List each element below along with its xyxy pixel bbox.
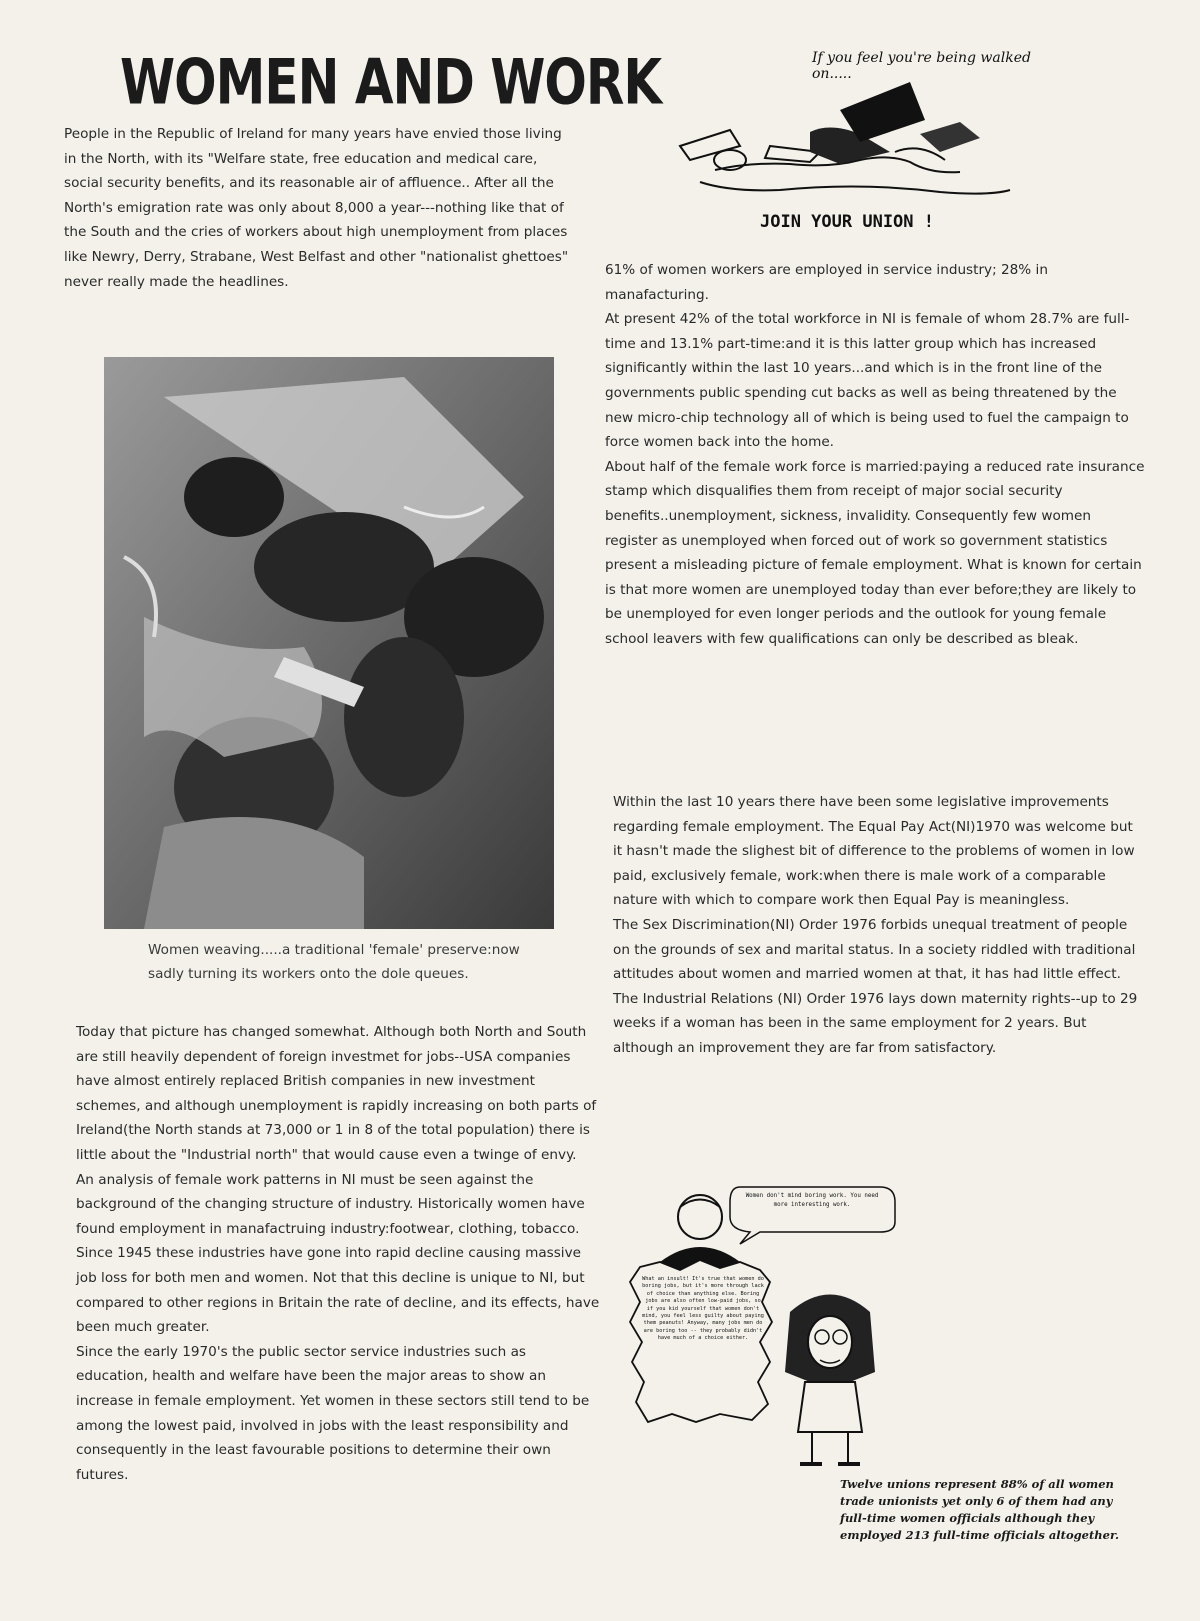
right-column-paragraphs-2 xyxy=(613,790,1143,1061)
man-speech-bubble: Women don't mind boring work. You need more interesting work. xyxy=(745,1193,879,1208)
left-paragraph-1: Today that picture has changed somewhat. Although both North and South are still heavily dependent of foreign investmet for jobs--USA companies have almost entirely replaced British companies in new investment schemes, and although unemployment is rapidly increasing on both parts of Ireland(the North stands at 73,000 or 1 in 8 of the total population) there is little about the "Industrial north" that would cause even a twinge of envy. xyxy=(76,1024,597,1163)
left-paragraph-3: Since the early 1970's the public sector service industries such as education, health and welfare have been the major areas to show an increase in female employment. Yet women in these sectors still tend to be among the lowest paid, involved in jobs with the least responsibility and consequently in the least favourable positions to determine their own futures. xyxy=(76,1343,590,1483)
women-weaving-photo xyxy=(104,357,554,929)
left-paragraph-2: An analysis of female work patterns in NI must be seen against the background of the changing structure of industry. Historically women have found employment in manafactruing industry:footwear, clothing, tobacco. Since 1945 these industries have gone into rapid decline causing massive job loss for both men and women. Not that this decline is unique to NI, but compared to other regions in Britain the rate of decline, and its effects, have been much greater. xyxy=(76,1171,600,1336)
right-paragraph-5: The Sex Discrimination(NI) Order 1976 forbids unequal treatment of people on the grounds of sex and marital status. In a society riddled with traditional attitudes about women and married women at that, it has had little effect. The Industrial Relations (NI) Order 1976 lays down maternity rights--up to 29 weeks if a woman has been in the same employment for 2 years. But although an improvement they are far from satisfactory. xyxy=(613,916,1138,1056)
union-cartoon-illustration xyxy=(660,42,1050,212)
left-column-paragraphs xyxy=(76,1020,600,1487)
cartoon-top-headline: If you feel you're being walked on..... xyxy=(812,50,1031,82)
cartoon-top-caption: JOIN YOUR UNION ! xyxy=(760,212,934,232)
right-column-paragraphs xyxy=(605,258,1145,652)
right-paragraph-4: Within the last 10 years there have been some legislative improvements regarding female employment. The Equal Pay Act(NI)1970 was welcome but it hasn't made the slighest bit of difference to the problems of women in low paid, exclusively female, work:when there is male work of a comparable nature with which to compare work then Equal Pay is meaningless. xyxy=(613,794,1135,909)
right-paragraph-2: At present 42% of the total workforce in NI is female of whom 28.7% are full-time and 13.1% part-time:and it is this latter group which has increased significantly within the last 10 years...and which is in the front line of the governments public spending cut backs as well as being threatened by the new micro-chip technology all of which is being used to fuel the campaign to force women back into the home. xyxy=(605,311,1130,451)
intro-text: People in the Republic of Ireland for many years have envied those living in the North, with its "Welfare state, free education and medical care, social security benefits, and its reasonable air of affluence.. After all the North's emigration rate was only about 8,000 a year---nothing like that of the South and the cries of workers about high unemployment from places like Newry, Derry, Strabane, West Belfast and other "nationalist ghettoes" never really made the headlines. xyxy=(64,126,569,290)
woman-speech-bubble: What an insult! It's true that women do boring jobs, but it's more through lack of choice than anything else. Boring jobs are also often low-paid jobs, so if you kid yourself that women don't mind, you feel less guilty about paying them peanuts! Anyway, many jobs men do are boring too -- they probably didn't have much of a choice either. xyxy=(642,1276,764,1342)
union-statistics-caption: Twelve unions represent 88% of all women trade unionists yet only 6 of them had any full-time women officials although they employed 213 full-time officials altogether. xyxy=(840,1477,1119,1542)
photo-caption: Women weaving.....a traditional 'female' preserve:now sadly turning its workers onto the dole queues. xyxy=(148,942,520,982)
right-paragraph-1: 61% of women workers are employed in service industry; 28% in manafacturing. xyxy=(605,262,1048,303)
intro-paragraph xyxy=(64,122,572,294)
right-paragraph-3: About half of the female work force is married:paying a reduced rate insurance stamp which disqualifies them from receipt of major social security benefits..unemployment, sickness, invalidity. Consequently few women register as unemployed when forced out of work so government statistics present a misleading picture of female employment. What is known for certain is that more women are unemployed today than ever before;they are likely to be unemployed for even longer periods and the outlook for young female school leavers with few qualifications can only be described as bleak. xyxy=(605,458,1145,647)
page-title: WOMEN AND WORK xyxy=(120,46,662,119)
